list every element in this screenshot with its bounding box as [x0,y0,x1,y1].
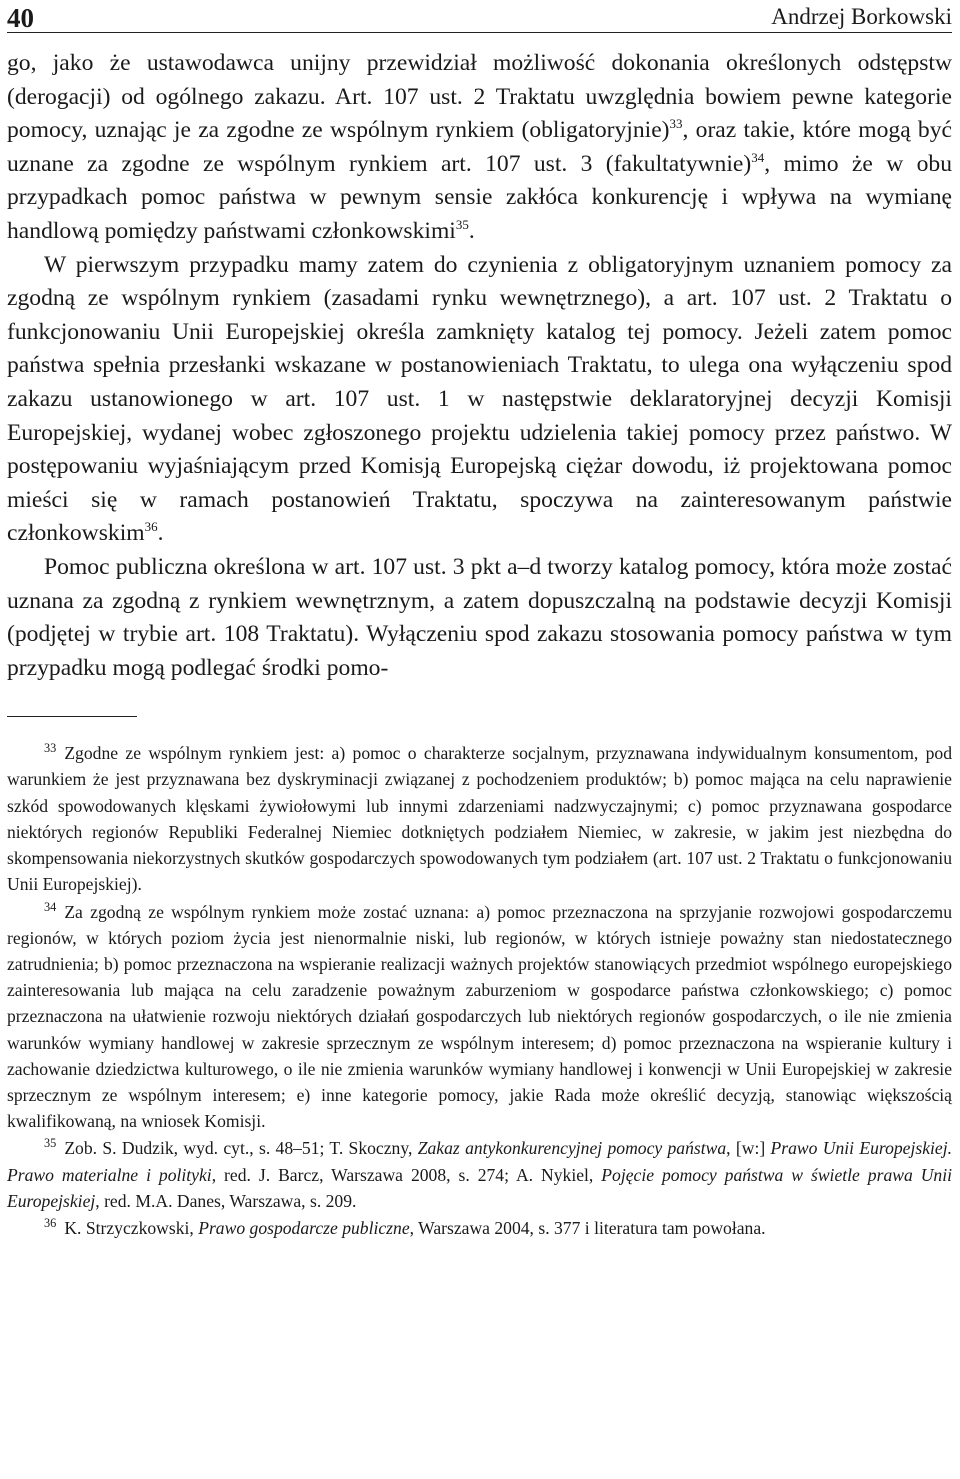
footnote-33 [7,740,952,897]
paragraph-1 [7,47,952,249]
citation-title: Pojęcie pomocy państwa w świetle prawa Unii Europejskiej [7,1164,953,1211]
footnote-34 [7,899,952,1135]
footnote-text: , Warszawa 2004, s. 377 i literatura tam powołana. [409,1217,766,1238]
text-run: , oraz takie, które mogą być uznane za zgodne ze wspólnym rynkiem art. 107 ust. 3 (fakultatywnie) [7,117,952,177]
footnote-text: Zgodne ze wspólnym rynkiem jest: a) pomoc o charakterze socjalnym, przyznawana indywidualnym konsumentom, pod warunkiem że jest przyznawana bez dyskryminacji związanej z pochodzeniem produktów; b) pomoc mająca na celu naprawienie szkód spowodowanych klęskami żywiołowymi lub innymi zdarzeniami nadzwyczajnymi; c) pomoc przyznawana gospodarce niektórych regionów Republiki Federalnej Niemiec dotkniętych podziałem Niemiec, w zakresie, w jakim jest niezbędna do skompensowania niekorzystnych skutków gospodarczych spowodowanych tym podziałem (art. 107 ust. 2 Traktatu o funkcjonowaniu Unii Europejskiej). [7,743,952,895]
footnote-ref-33[interactable]: 33 [669,116,683,132]
footnote-text: Za zgodną ze wspólnym rynkiem może zostać uznana: a) pomoc przeznaczona na sprzyjanie rozwojowi gospodarczemu regionów, w których poziom życia jest nienormalnie niski, lub regionów, w których istnieje poważny stan niedostatecznego zatrudnienia; b) pomoc przeznaczona na wspieranie realizacji ważnych projektów stanowiących przedmiot wspólnego europejskiego zainteresowania lub mająca na celu zaradzenie poważnym zaburzeniom w gospodarce państwa członkowskiego; c) pomoc przeznaczona na ułatwienie rozwoju niektórych działań gospodarczych lub niektórych regionów gospodarczych, o ile nie zmienia warunków wymiany handlowej w zakresie sprzecznym ze wspólnym interesem; d) pomoc przeznaczona na wspieranie kultury i zachowanie dziedzictwa kulturowego, o ile nie zmienia warunków wymiany handlowej i konwencji w Unii Europejskiej w zakresie sprzecznym ze wspólnym interesem; e) inne kategorie pomocy, jakie Rada może określić decyzją, stanowiąc większością kwalifikowaną, na wniosek Komisji. [7,901,952,1132]
footnote-number: 34 [44,899,57,914]
footnote-35 [7,1135,952,1214]
footnotes [7,740,952,1241]
footnote-text: K. Strzyczkowski, [64,1217,199,1238]
footnote-number: 35 [44,1136,57,1151]
footnote-number: 36 [44,1216,57,1231]
running-header [7,0,952,33]
footnote-text: , red. M.A. Danes, Warszawa, s. 209. [95,1190,357,1211]
text-run: W pierwszym przypadku mamy zatem do czynienia z obligatoryjnym uznaniem pomocy za zgodną ze wspólnym rynkiem (zasadami rynku wewnętrznego), a art. 107 ust. 2 Traktatu o funkcjonowaniu Unii Europejskiej określa zamknięty katalog tej pomocy. Jeżeli zatem pomoc państwa spełnia przesłanki wskazane w postanowieniach Traktatu, to ulega ona wyłączeniu spod zakazu ustanowionego w art. 107 ust. 1 w następstwie deklaratoryjnej decyzji Komisji Europejskiej, wydanej wobec zgłoszonego projektu udzielenia takiej pomocy przez państwo. W postępowaniu wyjaśniającym przed Komisją Europejską ciężar dowodu, iż projektowana pomoc mieści się w ramach postanowień Traktatu, spoczywa na zainteresowanym państwie członkowskim [7,251,952,547]
citation-title: Zakaz antykonkurencyjnej pomocy państwa [417,1138,727,1159]
citation-title: Prawo Unii Europejskiej. Prawo materialne i polityki [7,1138,953,1185]
text-run: , mimo że w obu przypadkach pomoc państwa w pewnym sensie zakłóca konkurencję i wpływa na wymianę handlową pomiędzy państwami członkowskimi [7,150,953,244]
footnote-ref-36[interactable]: 36 [144,519,158,535]
footnote-ref-34[interactable]: 34 [751,149,765,165]
citation-title: Prawo gospodarcze publiczne [198,1217,410,1238]
page-number: 40 [7,3,34,33]
footnote-ref-35[interactable]: 35 [455,217,469,233]
text-run: . [468,217,475,244]
footnote-text: Zob. S. Dudzik, wyd. cyt., s. 48–51; T. Skoczny, [64,1138,418,1159]
footnote-number: 33 [44,741,57,756]
footnote-text: , red. J. Barcz, Warszawa 2008, s. 274; A. Nykiel, [211,1164,602,1185]
running-author: Andrzej Borkowski [771,4,952,29]
footnote-36 [7,1215,952,1241]
paragraph-3: Pomoc publiczna określona w art. 107 ust. 3 pkt a–d tworzy katalog pomocy, która może zostać uznana za zgodną z rynkiem wewnętrznym, a zatem dopuszczalną na podstawie decyzji Komisji (podjętej w trybie art. 108 Traktatu). Wyłączeniu spod zakazu stosowania pomocy państwa w tym przypadku mogą podlegać środki pomo- [7,553,952,681]
main-text [7,47,952,685]
text-run: go, jako że ustawodawca unijny przewidział możliwość dokonania określonych odstępstw (derogacji) od ogólnego zakazu. Art. 107 ust. 2 Traktatu uwzględnia bowiem pewne kategorie pomocy, uznając je za zgodne ze wspólnym rynkiem (obligatoryjnie) [7,50,952,144]
footnote-divider [7,716,137,717]
paragraph-2 [7,249,952,551]
footnote-text: , [w:] [726,1138,771,1159]
text-run: . [157,520,164,547]
